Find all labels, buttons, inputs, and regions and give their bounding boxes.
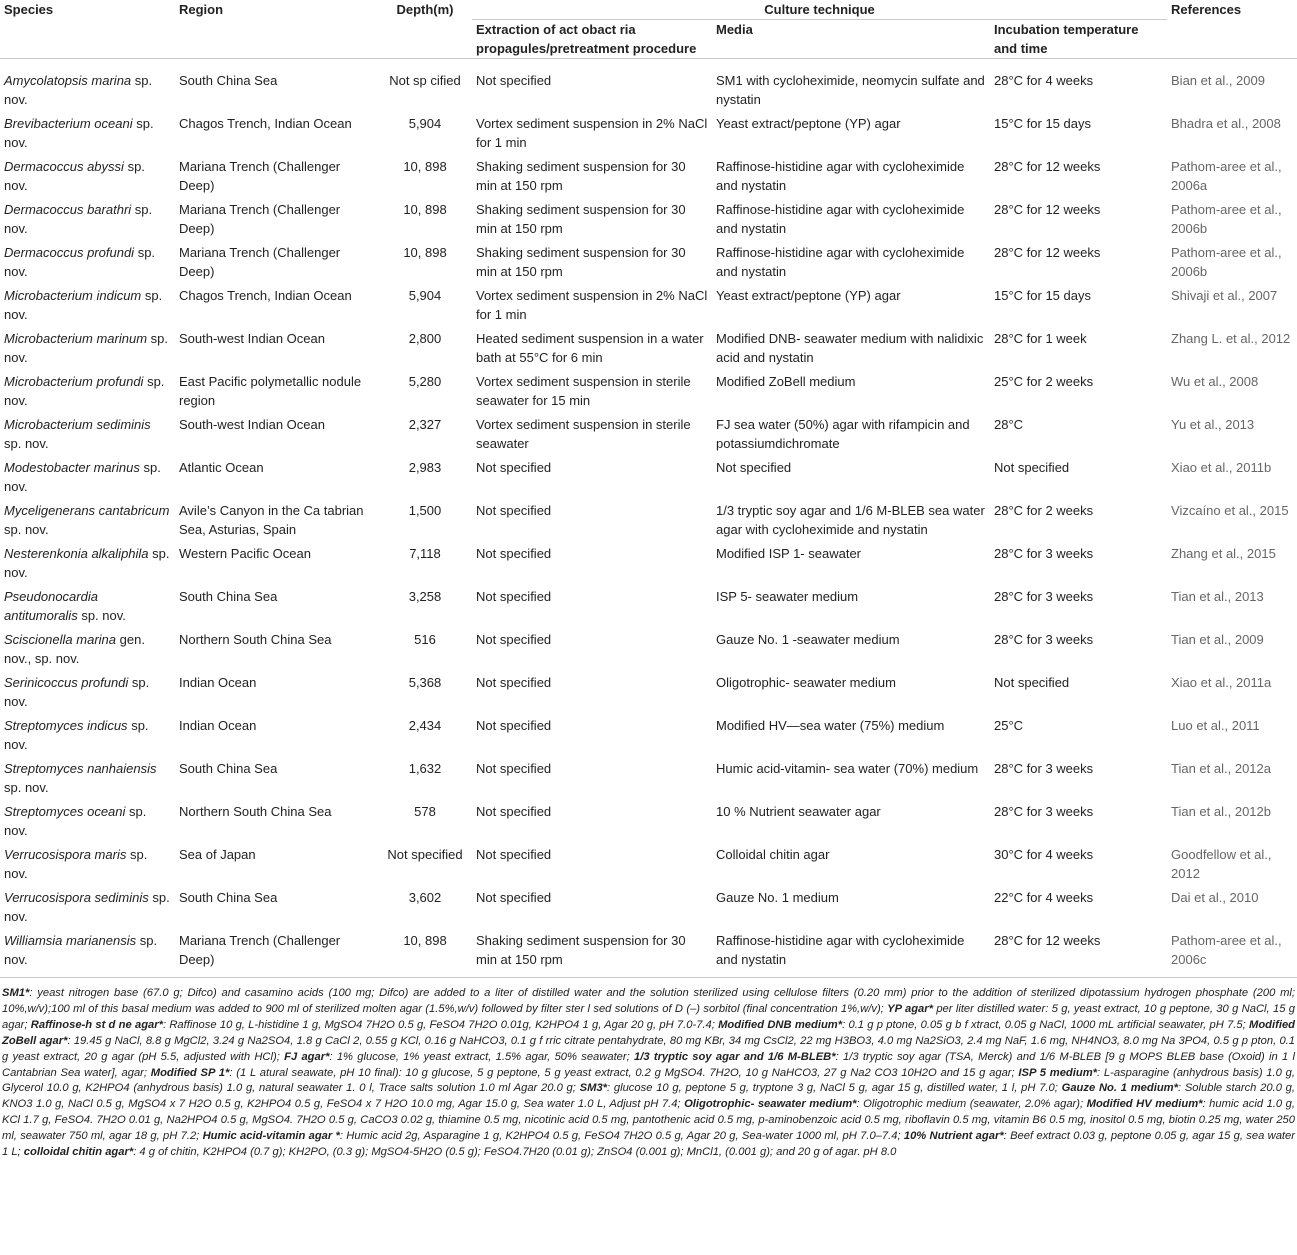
species-name: Verrucosispora sediminis bbox=[4, 890, 149, 905]
cell-media: ISP 5- seawater medium bbox=[716, 589, 859, 604]
footnote-text: : (1 L atural seawate, pH 10 final): 10 g glucose, 5 g peptone, 5 g yeast extract, 0.2 g MgSO4. 7H2O, 10 g NaHCO3, 27 g Na2 CO3 10H2O and 15 g agar; bbox=[229, 1066, 1019, 1079]
footnote-text: per liter distilled water: 5 g, yeast extract, 10 g peptone, 30 g NaCl, 15 g agar; bbox=[2, 1002, 1295, 1031]
cell-reference[interactable]: Tian et al., 2012a bbox=[1171, 761, 1271, 776]
footnote-term: Modified ZoBell agar* bbox=[2, 1018, 1296, 1047]
cell-region: South China Sea bbox=[179, 761, 278, 776]
species-name: Nesterenkonia alkaliphila bbox=[4, 546, 149, 561]
cell-reference[interactable]: Pathom-aree et al., 2006b bbox=[1171, 245, 1282, 279]
table-row bbox=[0, 326, 1297, 369]
footnote-term: Modified SP 1* bbox=[150, 1066, 230, 1079]
cell-region: Indian Ocean bbox=[179, 675, 257, 690]
table-row bbox=[0, 928, 1297, 978]
cell-incubation: 28°C for 3 weeks bbox=[994, 804, 1094, 819]
footnote-term: Modified HV medium* bbox=[1086, 1098, 1203, 1111]
species-name: Streptomyces oceani bbox=[4, 804, 126, 819]
cell-region: South China Sea bbox=[179, 589, 278, 604]
cell-depth: 2,327 bbox=[408, 417, 442, 432]
cell-media: Raffinose-histidine agar with cycloheximide and nystatin bbox=[716, 245, 965, 279]
cell-depth: 10, 898 bbox=[403, 202, 447, 217]
species-suffix: sp. nov. bbox=[4, 847, 148, 881]
cell-region: Chagos Trench, Indian Ocean bbox=[179, 116, 352, 131]
cell-incubation: Not specified bbox=[994, 460, 1070, 475]
cell-extraction: Vortex sediment suspension in sterile seawater for 15 min bbox=[476, 374, 691, 408]
table-row bbox=[0, 197, 1297, 240]
species-suffix: sp. nov. bbox=[81, 608, 126, 623]
cell-incubation: 28°C for 3 weeks bbox=[994, 761, 1094, 776]
species-name: Dermacoccus profundi bbox=[4, 245, 135, 260]
species-name: Microbacterium profundi bbox=[4, 374, 144, 389]
species-name: Streptomyces nanhaiensis bbox=[4, 761, 157, 776]
species-name: Modestobacter marinus bbox=[4, 460, 140, 475]
cell-extraction: Heated sediment suspension in a water bath at 55°C for 6 min bbox=[476, 331, 704, 365]
cell-extraction: Not specified bbox=[476, 632, 552, 647]
cell-incubation: Not specified bbox=[994, 675, 1070, 690]
footnote-text: : 4 g of chitin, K2HPO4 (0.7 g); KH2PO, (0.3 g); MgSO4-5H2O (0.5 g); FeSO4.7H20 (0.01 g); ZnSO4 (0.001 g); MnCl1, (0.001 g); and 20 g of agar. pH 8.0 bbox=[133, 1146, 897, 1159]
cell-extraction: Not specified bbox=[476, 460, 552, 475]
footnote-text: : Soluble starch 20.0 g, KNO3 1.0 g, NaCl 0.5 g, MgSO4 x 7 H2O 0.5 g, K2HPO4 0.5 g, FeSO4 x 7 H2O 10.0 mg, Agar 15.0 g, Sea water 1.0 L, Adjust pH 7.4; bbox=[2, 1082, 1295, 1111]
footnote-text: : 1% glucose, 1% yeast extract, 1.5% agar, 50% seawater; bbox=[329, 1050, 635, 1063]
cell-incubation: 28°C for 3 weeks bbox=[994, 546, 1094, 561]
species-suffix: sp. nov. bbox=[4, 718, 149, 752]
cell-species bbox=[0, 799, 175, 842]
cell-depth: 2,800 bbox=[408, 331, 442, 346]
cell-species bbox=[0, 154, 175, 197]
species-suffix: sp. nov. bbox=[4, 460, 161, 494]
cell-incubation: 28°C for 12 weeks bbox=[994, 245, 1101, 260]
species-suffix: sp. nov. bbox=[4, 804, 147, 838]
species-suffix: sp. nov. bbox=[4, 546, 170, 580]
cell-reference[interactable]: Zhang L. et al., 2012 bbox=[1171, 331, 1291, 346]
table-row bbox=[0, 627, 1297, 670]
footnote-term: Modified DNB medium* bbox=[718, 1018, 843, 1031]
footnote-term: colloidal chitin agar* bbox=[23, 1146, 134, 1159]
cell-incubation: 28°C for 3 weeks bbox=[994, 589, 1094, 604]
table-row bbox=[0, 799, 1297, 842]
cell-species bbox=[0, 197, 175, 240]
table-footnote bbox=[0, 978, 1297, 1161]
cell-region: Northern South China Sea bbox=[179, 804, 332, 819]
cell-depth: 10, 898 bbox=[403, 159, 447, 174]
cell-extraction: Not specified bbox=[476, 804, 552, 819]
cell-reference[interactable]: Luo et al., 2011 bbox=[1171, 718, 1260, 733]
cell-media: Gauze No. 1 -seawater medium bbox=[716, 632, 900, 647]
footnote-term: Raffinose-h st d ne agar* bbox=[30, 1018, 163, 1031]
header-region: Region bbox=[175, 0, 378, 59]
footnote-text: : yeast nitrogen base (67.0 g; Difco) and casamino acids (100 mg; Difco) are added to a liter of distilled water and the solution sterilized using cellulose filters (0.20 mm) prior to the addition of sterilized dipotassium hydrogen phosphate (200 ml; 10%,w/v);100 ml of this basal medium was added to 900 ml of sterilized molten agar (1.5%,w/v) followed by filter ster l sed solutions of D (–) sorbitol (final concentration 1%,w/v); bbox=[2, 987, 1295, 1015]
footnote-text: : Raffinose 10 g, L-histidine 1 g, MgSO4 7H2O 0.5 g, FeSO4 7H2O 0.01g, K2HPO4 1 g, Agar 20 g, pH 7.0-7.4; bbox=[162, 1018, 719, 1031]
cell-reference[interactable]: Shivaji et al., 2007 bbox=[1171, 288, 1278, 303]
cell-reference[interactable]: Goodfellow et al., 2012 bbox=[1171, 847, 1272, 881]
cell-media: Modified ZoBell medium bbox=[716, 374, 856, 389]
cell-species bbox=[0, 756, 175, 799]
cell-extraction: Vortex sediment suspension in 2% NaCl for 1 min bbox=[476, 288, 708, 322]
cell-extraction: Shaking sediment suspension for 30 min at 150 rpm bbox=[476, 202, 686, 236]
cell-media: Raffinose-histidine agar with cycloheximide and nystatin bbox=[712, 928, 990, 978]
species-suffix: sp. nov. bbox=[4, 159, 145, 193]
cell-depth: 5,280 bbox=[408, 374, 442, 389]
cell-media: Gauze No. 1 medium bbox=[716, 890, 839, 905]
species-suffix: sp. nov. bbox=[4, 288, 163, 322]
cell-media: Raffinose-histidine agar with cycloheximide and nystatin bbox=[716, 159, 965, 193]
footnote-term: Gauze No. 1 medium* bbox=[1061, 1082, 1178, 1095]
species-name: Sciscionella marina bbox=[4, 632, 116, 647]
footnote-term: 1/3 tryptic soy agar and 1/6 M-BLEB* bbox=[634, 1050, 836, 1063]
cell-depth: 3,602 bbox=[408, 890, 442, 905]
cell-species bbox=[0, 59, 175, 112]
table-row bbox=[0, 412, 1297, 455]
species-name: Dermacoccus barathri bbox=[4, 202, 132, 217]
footnote-term: SM3* bbox=[579, 1082, 608, 1095]
species-suffix: sp. nov. bbox=[4, 675, 150, 709]
cell-reference[interactable]: Tian et al., 2013 bbox=[1171, 589, 1264, 604]
table-row bbox=[0, 842, 1297, 885]
cell-extraction: Shaking sediment suspension for 30 min at 150 rpm bbox=[476, 245, 686, 279]
species-name: Microbacterium marinum bbox=[4, 331, 148, 346]
species-suffix: sp. nov. bbox=[4, 374, 165, 408]
table-row bbox=[0, 369, 1297, 412]
footnote-text: : glucose 10 g, peptone 5 g, tryptone 3 g, NaCl 5 g, agar 15 g, distilled water, 1 l, pH 7.0; bbox=[607, 1082, 1062, 1095]
cell-region: South-west Indian Ocean bbox=[179, 417, 325, 432]
species-name: Streptomyces indicus bbox=[4, 718, 128, 733]
cell-species bbox=[0, 885, 175, 928]
species-suffix: sp. nov. bbox=[4, 933, 158, 967]
species-name: Microbacterium sediminis bbox=[4, 417, 151, 432]
cell-region: South China Sea bbox=[179, 890, 278, 905]
footnote-text: : Beef extract 0.03 g, peptone 0.05 g, agar 15 g, sea water 1 L; bbox=[2, 1130, 1295, 1159]
cell-extraction: Vortex sediment suspension in sterile seawater bbox=[476, 417, 691, 451]
cell-reference[interactable]: Bian et al., 2009 bbox=[1171, 73, 1265, 88]
cell-media: Not specified bbox=[716, 460, 792, 475]
cell-incubation: 25°C for 2 weeks bbox=[994, 374, 1094, 389]
cell-region: Northern South China Sea bbox=[179, 632, 332, 647]
cell-species bbox=[0, 670, 175, 713]
table-row bbox=[0, 455, 1297, 498]
cell-region: South-west Indian Ocean bbox=[179, 331, 325, 346]
cell-species bbox=[0, 627, 175, 670]
cell-species bbox=[0, 455, 175, 498]
footnote-text: : 0.1 g p ptone, 0.05 g b f xtract, 0.05 g NaCl, 1000 mL artificial seawater, pH 7.5; bbox=[842, 1018, 1250, 1031]
header-extraction: Extraction of act obact ria propagules/pretreatment procedure bbox=[472, 20, 712, 59]
table-row bbox=[0, 756, 1297, 799]
cell-extraction: Not specified bbox=[476, 73, 552, 88]
species-name: Myceligenerans cantabricum bbox=[4, 503, 170, 518]
footnote-term: SM1* bbox=[2, 987, 30, 999]
cell-species bbox=[0, 541, 175, 584]
cell-depth: 10, 898 bbox=[378, 928, 472, 978]
cell-extraction: Not specified bbox=[476, 589, 552, 604]
species-name: Williamsia marianensis bbox=[4, 933, 137, 948]
cell-depth: 1,632 bbox=[408, 761, 442, 776]
cell-depth: 5,904 bbox=[408, 288, 442, 303]
species-suffix: sp. nov. bbox=[4, 245, 156, 279]
cell-species bbox=[0, 326, 175, 369]
cell-extraction: Not specified bbox=[476, 761, 552, 776]
cell-species bbox=[0, 498, 175, 541]
footnote-text: : 19.45 g NaCl, 8.8 g MgCl2, 3.24 g Na2SO4, 1.8 g CaCl 2, 0.55 g KCl, 0.16 g NaHCO3, 0.1 g f rric citrate pentahydrate, 80 mg KBr, 34 mg CsCl2, 22 mg H3BO3, 4.0 mg Na2SiO3, 2.4 mg NaF, 1.6 mg, NH4NO3, 8.0 mg Na 3PO4, 0.5 g p pton, 0.1 g yeast extract, 20 g agar (pH 5.5, adjusted with HCl); bbox=[2, 1034, 1295, 1063]
cell-reference[interactable]: Pathom-aree et al., 2006c bbox=[1167, 928, 1297, 978]
cell-media: Modified ISP 1- seawater bbox=[716, 546, 861, 561]
header-incubation: Incubation temperature and time bbox=[990, 20, 1167, 59]
cell-reference[interactable]: Vizcaíno et al., 2015 bbox=[1171, 503, 1289, 518]
cell-extraction: Not specified bbox=[476, 718, 552, 733]
header-media: Media bbox=[712, 20, 990, 59]
cell-incubation: 28°C for 12 weeks bbox=[994, 159, 1101, 174]
cell-depth: 578 bbox=[414, 804, 436, 819]
cell-reference[interactable]: Tian et al., 2012b bbox=[1171, 804, 1271, 819]
table-row bbox=[0, 59, 1297, 112]
cell-depth: 2,983 bbox=[408, 460, 442, 475]
header-culture-technique: Culture technique bbox=[472, 0, 1167, 20]
cell-incubation: 28°C for 12 weeks bbox=[990, 928, 1167, 978]
species-name: Pseudonocardia antitumoralis bbox=[4, 589, 98, 623]
table-row bbox=[0, 283, 1297, 326]
cell-region: Mariana Trench (Challenger Deep) bbox=[179, 159, 341, 193]
species-suffix: sp. nov. bbox=[4, 116, 154, 150]
cell-extraction: Shaking sediment suspension for 30 min at 150 rpm bbox=[476, 159, 686, 193]
cell-depth: 10, 898 bbox=[403, 245, 447, 260]
species-suffix: sp. nov. bbox=[4, 202, 153, 236]
cell-extraction: Not specified bbox=[476, 890, 552, 905]
species-suffix: sp. nov. bbox=[4, 73, 153, 107]
cell-region: Mariana Trench (Challenger Deep) bbox=[179, 245, 341, 279]
cell-reference[interactable]: Dai et al., 2010 bbox=[1171, 890, 1259, 905]
cell-incubation: 22°C for 4 weeks bbox=[994, 890, 1094, 905]
cell-reference[interactable]: Yu et al., 2013 bbox=[1171, 417, 1255, 432]
species-name: Amycolatopsis marina bbox=[4, 73, 132, 88]
cell-reference[interactable]: Tian et al., 2009 bbox=[1171, 632, 1264, 647]
table-row bbox=[0, 885, 1297, 928]
footnote-text: : humic acid 1.0 g, KCl 1.7 g, FeSO4. 7H2O 0.01 g, Na2HPO4 0.5 g, MgSO4. 7H2O 0.5 g, CaCO3 0.02 g, thiamine 0.5 mg, nicotinic acid 0.5 mg, pantothenic acid 0.5 mg, p-aminobenzoic acid 0.5 mg, riboflavin 0.5 mg, vitamin B6 0.5 mg, inositol 0.5 mg, biotin 0.25 mg, water 250 ml, seawater 750 ml, agar 18 g, pH 7.2; bbox=[2, 1098, 1295, 1143]
table-row bbox=[0, 240, 1297, 283]
species-name: Dermacoccus abyssi bbox=[4, 159, 124, 174]
cell-incubation: 15°C for 15 days bbox=[994, 116, 1091, 131]
footnote-text: : L-asparagine (anhydrous basis) 1.0 g, Glycerol 10.0 g, K2HPO4 (anhydrous basis) 1.0 g, natural seawater 1. 0 l, Trace salts solution 1.0 ml Agar 20.0 g; bbox=[2, 1066, 1295, 1095]
cell-media: 10 % Nutrient seawater agar bbox=[716, 804, 881, 819]
cell-region: Mariana Trench (Challenger Deep) bbox=[175, 928, 378, 978]
footnote-term: Oligotrophic- seawater medium* bbox=[684, 1098, 857, 1111]
cell-depth: 7,118 bbox=[409, 546, 441, 561]
table-row bbox=[0, 713, 1297, 756]
cell-extraction: Vortex sediment suspension in 2% NaCl for 1 min bbox=[476, 116, 708, 150]
footnote-text: : Humic acid 2g, Asparagine 1 g, K2HPO4 0.5 g, FeSO4 7H2O 0.5 g, Agar 20 g, Sea-water 1000 ml, pH 7.0–7.4; bbox=[339, 1130, 904, 1143]
footnote-text: : Oligotrophic medium (seawater, 2.0% agar); bbox=[856, 1098, 1087, 1111]
cell-species bbox=[0, 584, 175, 627]
header-depth: Depth(m) bbox=[378, 0, 472, 59]
cell-extraction: Not specified bbox=[476, 675, 552, 690]
table-row bbox=[0, 670, 1297, 713]
cell-media: Yeast extract/peptone (YP) agar bbox=[716, 288, 901, 303]
table-row bbox=[0, 111, 1297, 154]
cell-species bbox=[0, 412, 175, 455]
table-row bbox=[0, 154, 1297, 197]
cell-depth: 1,500 bbox=[408, 503, 442, 518]
cell-extraction: Not specified bbox=[476, 847, 552, 862]
cell-reference[interactable]: Xiao et al., 2011b bbox=[1171, 460, 1272, 475]
header-references: References bbox=[1167, 0, 1297, 59]
cell-region: Sea of Japan bbox=[179, 847, 256, 862]
footnote-text: : 1/3 tryptic soy agar (TSA, Merck) and 1/6 M-BLEB [9 g MOPS BLEB base (Oxoid) in 1 l Cantabrian Sea water], agar; bbox=[2, 1050, 1295, 1079]
cell-incubation: 28°C for 12 weeks bbox=[994, 202, 1101, 217]
cell-incubation: 25°C bbox=[994, 718, 1024, 733]
cell-incubation: 28°C for 2 weeks bbox=[994, 503, 1094, 518]
species-suffix: sp. nov. bbox=[4, 890, 170, 924]
species-suffix: sp. nov. bbox=[4, 331, 169, 365]
cell-region: South China Sea bbox=[179, 73, 278, 88]
species-name: Brevibacterium oceani bbox=[4, 116, 133, 131]
cell-reference[interactable]: Zhang et al., 2015 bbox=[1171, 546, 1276, 561]
cell-species bbox=[0, 283, 175, 326]
cell-media: 1/3 tryptic soy agar and 1/6 M-BLEB sea water agar with cycloheximide and nystatin bbox=[716, 503, 985, 537]
header-species: Species bbox=[0, 0, 175, 59]
footnote-term: Humic acid-vitamin agar * bbox=[202, 1130, 340, 1143]
cell-region: Indian Ocean bbox=[179, 718, 257, 733]
cell-species bbox=[0, 240, 175, 283]
cell-region: Western Pacific Ocean bbox=[179, 546, 311, 561]
cell-region: East Pacific polymetallic nodule region bbox=[179, 374, 362, 408]
table-body bbox=[0, 59, 1297, 978]
footnote-term: YP agar* bbox=[887, 1002, 933, 1015]
cell-reference[interactable]: Pathom-aree et al., 2006b bbox=[1171, 202, 1282, 236]
cell-species bbox=[0, 928, 175, 978]
cell-depth: 3,258 bbox=[408, 589, 442, 604]
cell-depth: 5,368 bbox=[408, 675, 442, 690]
cell-media: Colloidal chitin agar bbox=[716, 847, 830, 862]
cell-reference[interactable]: Bhadra et al., 2008 bbox=[1171, 116, 1281, 131]
footnote-term: ISP 5 medium* bbox=[1018, 1066, 1098, 1079]
cell-depth: 516 bbox=[414, 632, 436, 647]
cell-region: Avile’s Canyon in the Ca tabrian Sea, Asturias, Spain bbox=[179, 503, 364, 537]
cell-reference[interactable]: Pathom-aree et al., 2006a bbox=[1171, 159, 1282, 193]
cell-extraction: Not specified bbox=[476, 503, 552, 518]
cell-depth: Not specified bbox=[387, 847, 463, 862]
species-suffix: sp. nov. bbox=[4, 436, 49, 451]
cell-incubation: 28°C bbox=[994, 417, 1024, 432]
cell-media: FJ sea water (50%) agar with rifampicin and potassiumdichromate bbox=[716, 417, 970, 451]
species-suffix: sp. nov. bbox=[4, 780, 49, 795]
cell-region: Mariana Trench (Challenger Deep) bbox=[179, 202, 341, 236]
cell-depth: 5,904 bbox=[408, 116, 442, 131]
cell-extraction: Shaking sediment suspension for 30 min at 150 rpm bbox=[472, 928, 712, 978]
species-suffix: gen. nov., sp. nov. bbox=[4, 632, 145, 666]
footnote-term: 10% Nutrient agar* bbox=[903, 1130, 1004, 1143]
species-name: Verrucosispora maris bbox=[4, 847, 127, 862]
cell-media: Modified HV—sea water (75%) medium bbox=[716, 718, 945, 733]
cell-species bbox=[0, 842, 175, 885]
cell-incubation: 30°C for 4 weeks bbox=[994, 847, 1094, 862]
cell-incubation: 28°C for 4 weeks bbox=[994, 73, 1094, 88]
cell-media: SM1 with cycloheximide, neomycin sulfate and nystatin bbox=[716, 73, 985, 107]
table-row bbox=[0, 498, 1297, 541]
cell-species bbox=[0, 369, 175, 412]
species-suffix: sp. nov. bbox=[4, 522, 49, 537]
cell-region: Chagos Trench, Indian Ocean bbox=[179, 288, 352, 303]
cell-incubation: 15°C for 15 days bbox=[994, 288, 1091, 303]
table-row bbox=[0, 541, 1297, 584]
footnote-term: FJ agar* bbox=[284, 1050, 330, 1063]
cell-species bbox=[0, 111, 175, 154]
species-name: Serinicoccus profundi bbox=[4, 675, 129, 690]
cell-incubation: 28°C for 1 week bbox=[994, 331, 1087, 346]
cell-region: Atlantic Ocean bbox=[179, 460, 264, 475]
cell-media: Humic acid-vitamin- sea water (70%) medium bbox=[716, 761, 979, 776]
cell-depth: Not sp cified bbox=[389, 73, 461, 88]
cell-reference[interactable]: Wu et al., 2008 bbox=[1171, 374, 1259, 389]
cell-reference[interactable]: Xiao et al., 2011a bbox=[1171, 675, 1272, 690]
cell-species bbox=[0, 713, 175, 756]
cell-extraction: Not specified bbox=[476, 546, 552, 561]
species-name: Microbacterium indicum bbox=[4, 288, 142, 303]
cell-media: Oligotrophic- seawater medium bbox=[716, 675, 896, 690]
table-row bbox=[0, 584, 1297, 627]
cell-media: Raffinose-histidine agar with cycloheximide and nystatin bbox=[716, 202, 965, 236]
cell-media: Yeast extract/peptone (YP) agar bbox=[716, 116, 901, 131]
cell-depth: 2,434 bbox=[408, 718, 442, 733]
cell-incubation: 28°C for 3 weeks bbox=[994, 632, 1094, 647]
cell-media: Modified DNB- seawater medium with nalidixic acid and nystatin bbox=[716, 331, 984, 365]
